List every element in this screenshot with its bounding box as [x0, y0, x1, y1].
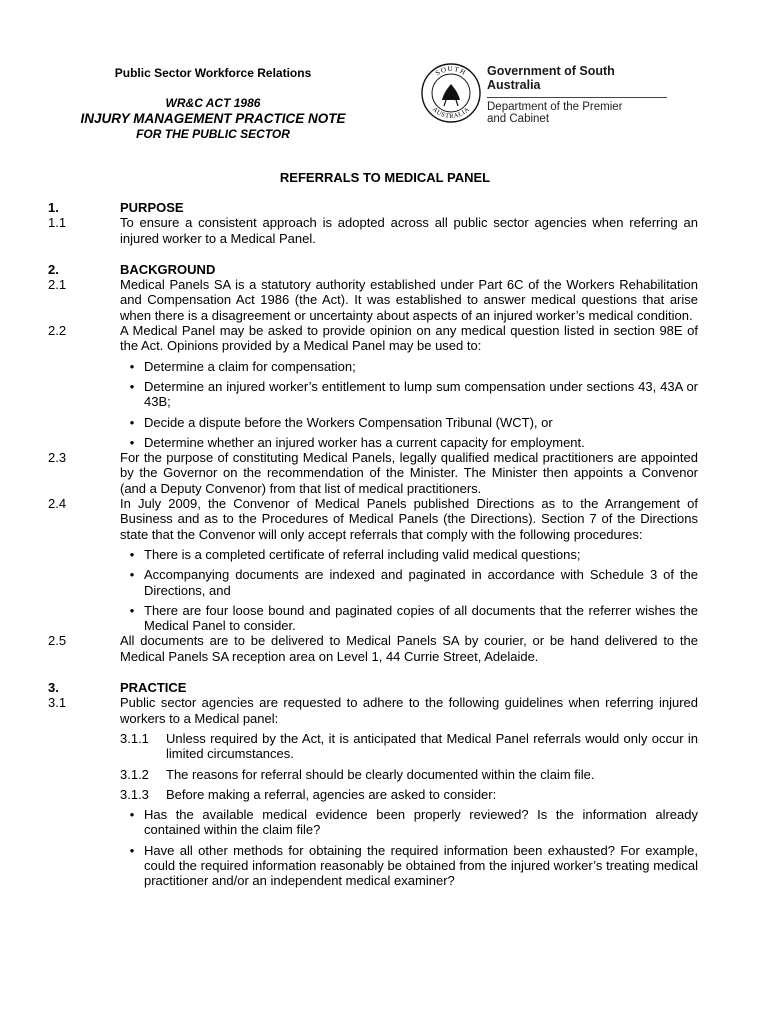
paragraph-2-2 [48, 323, 698, 450]
practice-note-title: INJURY MANAGEMENT PRACTICE NOTE [80, 111, 346, 126]
paragraph-3-1-1 [120, 731, 698, 762]
paragraph-text: In July 2009, the Convenor of Medical Panels published Directions as to the Arrangement of Business and as to the Procedures of Medical Panels (the Directions). Section 7 of the Directions state that the Convenor will only accept referrals that comply with the following procedures: [120, 496, 698, 542]
paragraph-3-1 [48, 695, 698, 888]
government-divider [487, 97, 667, 98]
paragraph-3-1-2 [120, 767, 698, 782]
list-item: • Have all other methods for obtaining the required information been exhausted? For example, could the required information reasonably be obtained from the injured worker’s treating medical practitioner and/or an independent medical examiner? [129, 842, 698, 889]
section-number: 2. [48, 261, 59, 277]
paragraph-2-3 [48, 450, 698, 496]
paragraph-text: A Medical Panel may be asked to provide opinion on any medical question listed in section 98E of the Act. Opinions provided by a Medical Panel may be used to: [120, 323, 698, 354]
list-item: • Has the available medical evidence been properly reviewed? Is the information already contained within the claim file? [129, 807, 698, 838]
paragraph-text: The reasons for referral should be clearly documented within the claim file. [166, 766, 595, 782]
paragraph-2-1 [48, 277, 698, 323]
svg-text:AUSTRALIA: AUSTRALIA [430, 105, 472, 121]
document-body [48, 200, 698, 889]
paragraph-1-1 [48, 215, 698, 246]
list-item: • Accompanying documents are indexed and paginated in accordance with Schedule 3 of the Directions, and [129, 567, 698, 598]
section-heading-background [48, 262, 698, 277]
paragraph-number: 3.1.3 [120, 786, 149, 802]
list-item: • Determine whether an injured worker has a current capacity for employment. [129, 434, 585, 450]
paragraph-number: 2.5 [48, 633, 67, 649]
paragraph-2-4 [48, 496, 698, 633]
svg-text:SOUTH: SOUTH [434, 64, 468, 78]
section-title: BACKGROUND [120, 261, 216, 277]
paragraph-number: 2.2 [48, 323, 67, 339]
paragraph-3-1-3 [120, 787, 698, 802]
paragraph-number: 2.4 [48, 496, 67, 512]
paragraph-text: To ensure a consistent approach is adopted across all public sector agencies when referring an injured worker to a Medical Panel. [120, 215, 698, 246]
document-title: REFERRALS TO MEDICAL PANEL [279, 170, 491, 185]
act-name: WR&C ACT 1986 [165, 96, 261, 110]
bullet-list [120, 807, 698, 888]
department-line-1: Department of the Premier [487, 101, 623, 113]
government-block [487, 64, 667, 125]
sa-government-seal-logo [420, 62, 482, 124]
paragraph-number: 3.1 [48, 695, 67, 711]
paragraph-number: 1.1 [48, 215, 67, 231]
paragraph-text: Before making a referral, agencies are asked to consider: [166, 786, 497, 802]
government-name: Government of South Australia [487, 64, 615, 92]
section-number: 1. [48, 200, 59, 215]
paragraph-number: 3.1.1 [120, 730, 149, 746]
section-title: PRACTICE [120, 680, 187, 696]
list-item: • There are four loose bound and paginated copies of all documents that the referrer wishes the Medical Panel to consider. [129, 602, 698, 634]
department-line-2: and Cabinet [487, 113, 550, 125]
bullet-list [120, 359, 698, 450]
section-heading-practice [48, 680, 698, 695]
paragraph-text: For the purpose of constituting Medical Panels, legally qualified medical practitioners are appointed by the Governor on the recommendation of the Minister. The Minister then appoints a Convenor (and a Deputy Convenor) from that list of medical practitioners. [120, 450, 698, 496]
header-block [60, 66, 366, 141]
paragraph-text: All documents are to be delivered to Medical Panels SA by courier, or be hand delivered to the Medical Panels SA reception area on Level 1, 44 Currie Street, Adelaide. [120, 633, 698, 664]
paragraph-text: Medical Panels SA is a statutory authority established under Part 6C of the Workers Rehabilitation and Compensation Act 1986 (the Act). It was established to answer medical questions that arise when there is a disagreement or uncertainty about aspects of an injured worker’s medical condition. [120, 277, 698, 323]
practice-note-subtitle: FOR THE PUBLIC SECTOR [136, 127, 290, 141]
paragraph-text: Unless required by the Act, it is anticipated that Medical Panel referrals would only occur in limited circumstances. [166, 730, 698, 762]
list-item: • There is a completed certificate of referral including valid medical questions; [129, 546, 581, 562]
list-item: • Decide a dispute before the Workers Compensation Tribunal (WCT), or [129, 414, 553, 430]
bullet-list [120, 547, 698, 633]
section-title: PURPOSE [120, 200, 184, 215]
paragraph-2-5 [48, 633, 698, 664]
paragraph-number: 2.3 [48, 450, 67, 466]
section-heading-purpose [48, 200, 698, 215]
paragraph-number: 3.1.2 [120, 766, 149, 782]
org-name: Public Sector Workforce Relations [114, 66, 312, 80]
paragraph-text: Public sector agencies are requested to adhere to the following guidelines when referring injured workers to a Medical panel: [120, 695, 698, 726]
list-item: • Determine a claim for compensation; [129, 358, 356, 374]
paragraph-number: 2.1 [48, 277, 67, 293]
section-number: 3. [48, 680, 59, 696]
list-item: • Determine an injured worker’s entitlement to lump sum compensation under sections 43, 43A or 43B; [129, 378, 698, 410]
